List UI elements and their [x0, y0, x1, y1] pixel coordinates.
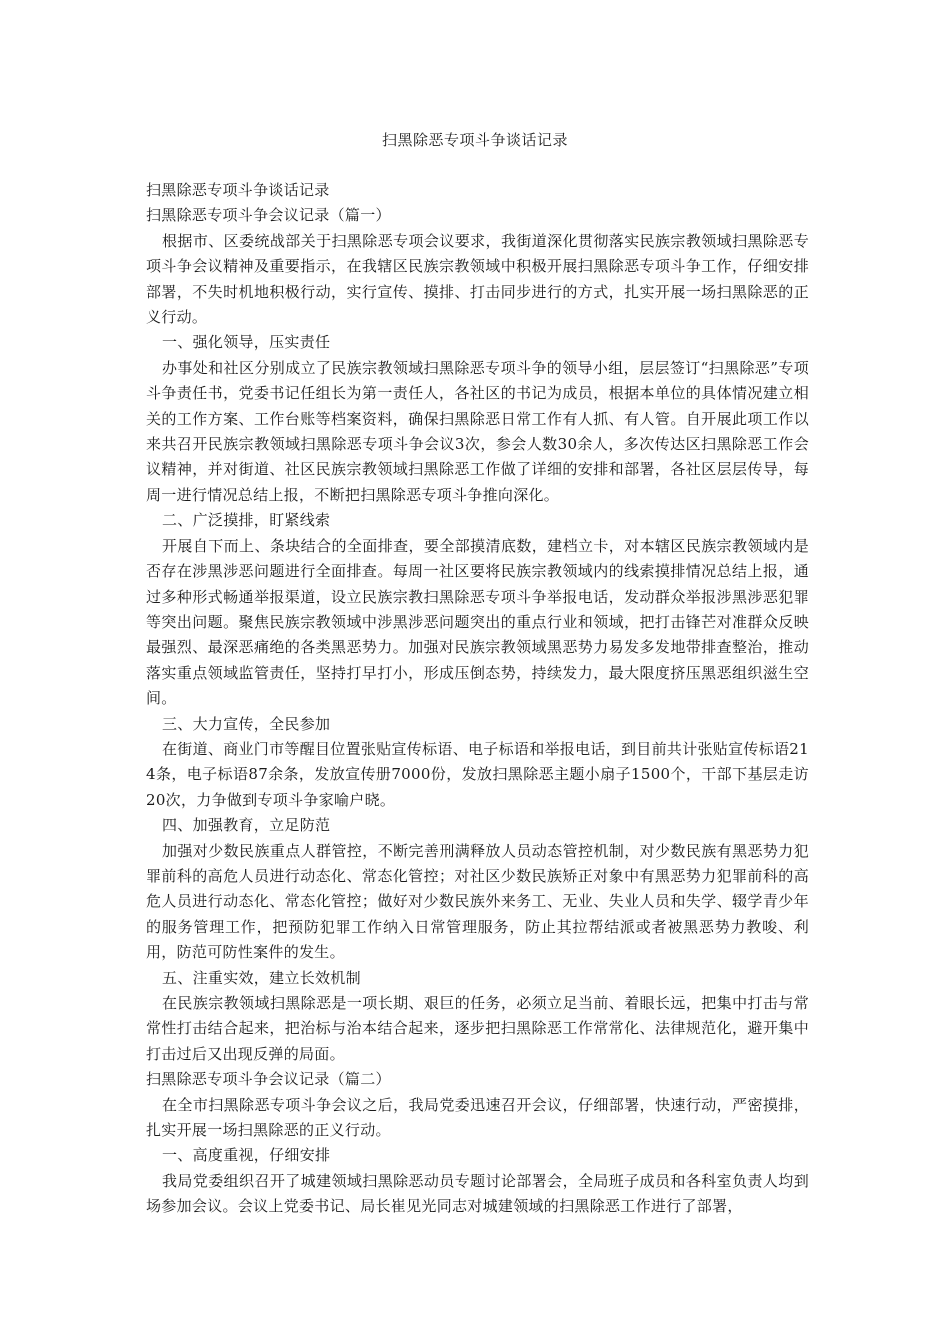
document-paragraph: 一、强化领导，压实责任 — [162, 333, 331, 352]
document-paragraph: 加强对少数民族重点人群管控，不断完善刑满释放人员动态管控机制，对少数民族有黑恶势力犯罪前科的高危人员进行动态化、常态化管控；对社区少数民族矫正对象中有黑恶势力犯罪前科的高危人员进行动态化、常态化管控；做好对少数民族外来务工、无业、失业人员和失学、辍学青少年的服务管理工作，把预防犯罪工作纳入日常管理服务，防止其拉帮结派或者被黑恶势力教唆、利用，防范可防性案件的发生。 — [146, 841, 809, 962]
document-paragraph: 扫黑除恶专项斗争谈话记录 — [146, 181, 330, 199]
document-paragraph: 一、高度重视，仔细安排 — [162, 1146, 331, 1165]
document-paragraph: 三、大力宣传，全民参加 — [162, 714, 331, 733]
document-body — [146, 178, 809, 1220]
document-paragraph: 在全市扫黑除恶专项斗争会议之后，我局党委迅速召开会议，仔细部署，快速行动，严密摸排，扎实开展一场扫黑除恶的正义行动。 — [146, 1095, 809, 1140]
document-paragraph: 办事处和社区分别成立了民族宗教领域扫黑除恶专项斗争的领导小组，层层签订“扫黑除恶”专项斗争责任书，党委书记任组长为第一责任人，各社区的书记为成员，根据本单位的具体情况建立相关的工作方案、工作台账等档案资料，确保扫黑除恶日常工作有人抓、有人管。自开展此项工作以来共召开民族宗教领域扫黑除恶专项斗争会议3次，参会人数30余人，多次传达区扫黑除恶工作会议精神，并对街道、社区民族宗教领域扫黑除恶工作做了详细的安排和部署，各社区层层传导，每周一进行情况总结上报，不断把扫黑除恶专项斗争推向深化。 — [146, 358, 809, 504]
document-paragraph: 在街道、商业门市等醒目位置张贴宣传标语、电子标语和举报电话，到目前共计张贴宣传标语214条，电子标语87余条，发放宣传册7000份，发放扫黑除恶主题小扇子1500个，干部下基层走访20次，力争做到专项斗争家喻户晓。 — [146, 739, 809, 809]
document-paragraph: 二、广泛摸排，盯紧线索 — [162, 511, 331, 530]
document-title: 扫黑除恶专项斗争谈话记录 — [381, 131, 568, 149]
document-paragraph: 扫黑除恶专项斗争会议记录（篇二） — [146, 1070, 391, 1089]
document-paragraph: 在民族宗教领域扫黑除恶是一项长期、艰巨的任务，必须立足当前、着眼长远，把集中打击与常常性打击结合起来，把治标与治本结合起来，逐步把扫黑除恶工作常常化、法律规范化，避开集中打击过后又出现反弹的局面。 — [146, 994, 809, 1063]
document-paragraph: 开展自下而上、条块结合的全面排查，要全部摸清底数，建档立卡，对本辖区民族宗教领域内是否存在涉黑涉恶问题进行全面排查。每周一社区要将民族宗教领域内的线索摸排情况总结上报，通过多种形式畅通举报渠道，设立民族宗教扫黑除恶专项斗争举报电话，发动群众举报涉黑涉恶犯罪等突出问题。聚焦民族宗教领域中涉黑涉恶问题突出的重点行业和领域，把打击锋芒对准群众反映最强烈、最深恶痛绝的各类黑恶势力。加强对民族宗教领域黑恶势力易发多发地带排查整治，推动落实重点领域监管责任，坚持打早打小，形成压倒态势，持续发力，最大限度挤压黑恶组织滋生空间。 — [146, 536, 809, 708]
document-paragraph: 五、注重实效，建立长效机制 — [162, 968, 361, 987]
document-paragraph: 四、加强教育，立足防范 — [162, 816, 331, 835]
document-paragraph: 我局党委组织召开了城建领域扫黑除恶动员专题讨论部署会，全局班子成员和各科室负责人均到场参加会议。会议上党委书记、局长崔见光同志对城建领域的扫黑除恶工作进行了部署， — [146, 1171, 809, 1216]
document-paragraph: 扫黑除恶专项斗争会议记录（篇一） — [146, 206, 391, 225]
document-paragraph: 根据市、区委统战部关于扫黑除恶专项会议要求，我街道深化贯彻落实民族宗教领域扫黑除恶专项斗争会议精神及重要指示，在我辖区民族宗教领域中积极开展扫黑除恶专项斗争工作，仔细安排部署，不失时机地积极行动，实行宣传、摸排、打击同步进行的方式，扎实开展一场扫黑除恶的正义行动。 — [146, 231, 809, 327]
